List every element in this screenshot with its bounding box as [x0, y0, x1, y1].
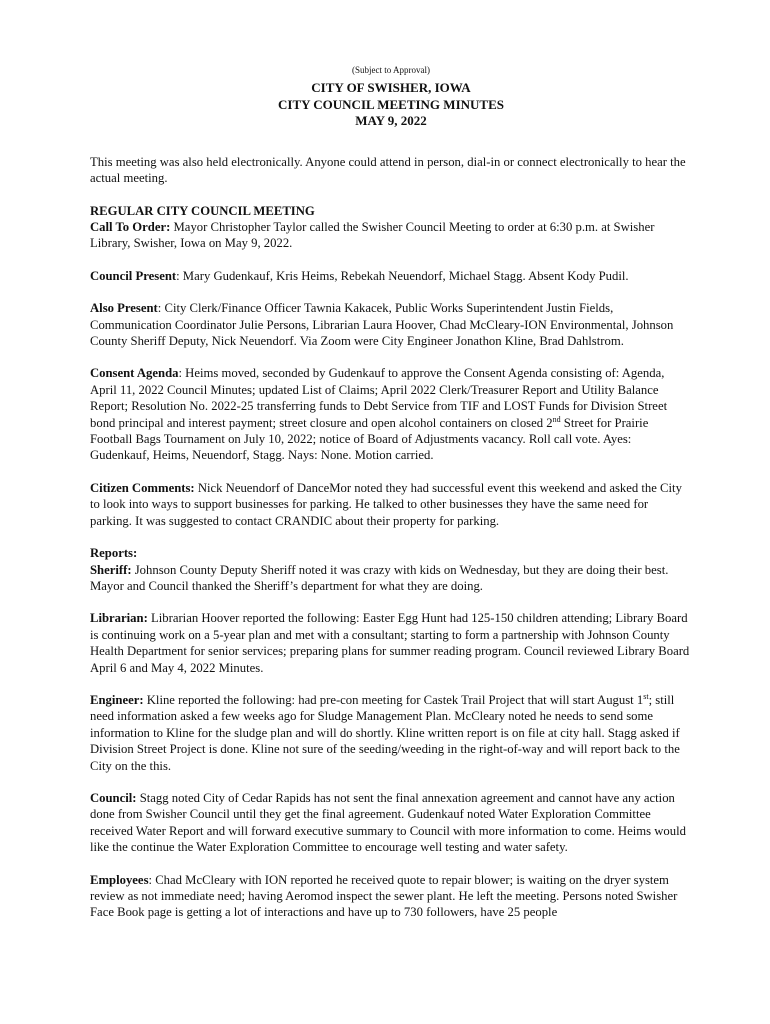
regular-meeting-section	[90, 203, 692, 252]
citizen-comments	[90, 480, 692, 529]
also-present-label: Also Present	[90, 301, 158, 316]
document-title: CITY COUNCIL MEETING MINUTES	[278, 96, 504, 112]
consent-agenda-text-cont: Street for Prairie Football Bags Tournament on July 10, 2022; notice of Board of Adjustments vacancy. Roll call vote. Ayes: Gudenkauf, Heims, Neuendorf, Stagg. Nays: None. Motion carried.	[90, 415, 649, 463]
call-to-order-text: Mayor Christopher Taylor called the Swisher Council Meeting to order at 6:30 p.m. at Swisher Library, Swisher, Iowa on May 9, 2022.	[90, 220, 655, 251]
city-name: CITY OF SWISHER, IOWA	[311, 80, 471, 95]
employees-text: : Chad McCleary with ION reported he received quote to repair blower; is waiting on the dryer system review as not immediate need; having Aeromod inspect the sewer plant. He left the meeting. Persons noted Swisher Face Book page is getting a lot of interactions and have up to 730 followers, have 25 people	[90, 872, 678, 920]
also-present	[90, 300, 692, 349]
reports-heading: Reports:	[90, 546, 138, 561]
reports-section	[90, 545, 692, 594]
librarian-report	[90, 610, 692, 676]
meeting-date: MAY 9, 2022	[355, 113, 427, 129]
employees-report	[90, 872, 692, 921]
consent-agenda-text: : Heims moved, seconded by Gudenkauf to approve the Consent Agenda consisting of: Agenda, April 11, 2022 Council Minutes; updated List of Claims; April 2022 Clerk/Treasurer Report and Utility Balance Report; Resolution No. 2022-25 transferring funds to Debt Service from TIF and LOST Funds for Division Street bond principal and interest payment; street closure and open alcohol containers on closed 2	[90, 366, 668, 430]
consent-agenda	[90, 365, 692, 463]
council-present-text: : Mary Gudenkauf, Kris Heims, Rebekah Neuendorf, Michael Stagg. Absent Kody Pudil.	[176, 268, 629, 283]
council-present	[90, 268, 692, 284]
sheriff-label: Sheriff:	[90, 562, 132, 577]
council-label: Council:	[90, 790, 137, 805]
engineer-label: Engineer:	[90, 692, 144, 707]
librarian-text: Librarian Hoover reported the following: Easter Egg Hunt had 125-150 children attending; Library Board is continuing work on a 5-year plan and met with a consultant; starting to form a partnership with Johnson County Health Department for senior services; preparing plans for summer reading program. Council reviewed Library Board April 6 and May 4, 2022 Minutes.	[90, 611, 690, 675]
ordinal-suffix: nd	[552, 414, 561, 424]
call-to-order	[90, 219, 692, 252]
section-heading: REGULAR CITY COUNCIL MEETING	[90, 203, 315, 218]
consent-agenda-label: Consent Agenda	[90, 366, 179, 381]
librarian-label: Librarian:	[90, 611, 148, 626]
also-present-text: : City Clerk/Finance Officer Tawnia Kakacek, Public Works Superintendent Justin Fields, Communication Coordinator Julie Persons, Librarian Laura Hoover, Chad McCleary-ION Environmental, Johnson County Sheriff Deputy, Nick Neuendorf. Via Zoom were City Engineer Jonathon Kline, Brad Dahlstrom.	[90, 301, 674, 349]
ordinal-suffix: st	[643, 691, 649, 701]
engineer-text-cont: ; still need information asked a few weeks ago for Sludge Management Plan. McCleary noted he needs to send some information to Kline for the sludge plan and will do shortly. Kline written report is on file at city hall. Stagg asked if Division Street Project is done. Kline not sure of the seeding/weeding in the right-of-way and will report back to the City on the this.	[90, 692, 680, 773]
engineer-report	[90, 692, 692, 774]
citizen-comments-text: Nick Neuendorf of DanceMor noted they had successful event this weekend and asked the City to look into ways to support businesses for parking. He talked to other businesses they have the same need for parking. It was suggested to contact CRANDIC about their property for parking.	[90, 480, 682, 528]
citizen-comments-label: Citizen Comments:	[90, 480, 195, 495]
call-to-order-label: Call To Order:	[90, 220, 171, 234]
sheriff-text: Johnson County Deputy Sheriff noted it was crazy with kids on Wednesday, but they are doing their best. Mayor and Council thanked the Sheriff’s department for what they are doing.	[90, 562, 669, 593]
sheriff-report	[90, 562, 692, 595]
approval-note: (Subject to Approval)	[352, 65, 430, 75]
engineer-text: Kline reported the following: had pre-con meeting for Castek Trail Project that will start August 1	[143, 692, 644, 707]
intro-paragraph: This meeting was also held electronically. Anyone could attend in person, dial-in or connect electronically to hear the actual meeting.	[90, 154, 686, 186]
employees-label: Employees	[90, 872, 149, 887]
council-text: Stagg noted City of Cedar Rapids has not sent the final annexation agreement and cannot have any action done from Swisher Council until they get the final agreement. Gudenkauf noted Water Exploration Committee received Water Report and will forward executive summary to Council with more information to come. Heims would like the continue the Water Exploration Committee to encourage well testing and water safety.	[90, 790, 686, 855]
council-report	[90, 790, 692, 856]
council-present-label: Council Present	[90, 268, 177, 283]
